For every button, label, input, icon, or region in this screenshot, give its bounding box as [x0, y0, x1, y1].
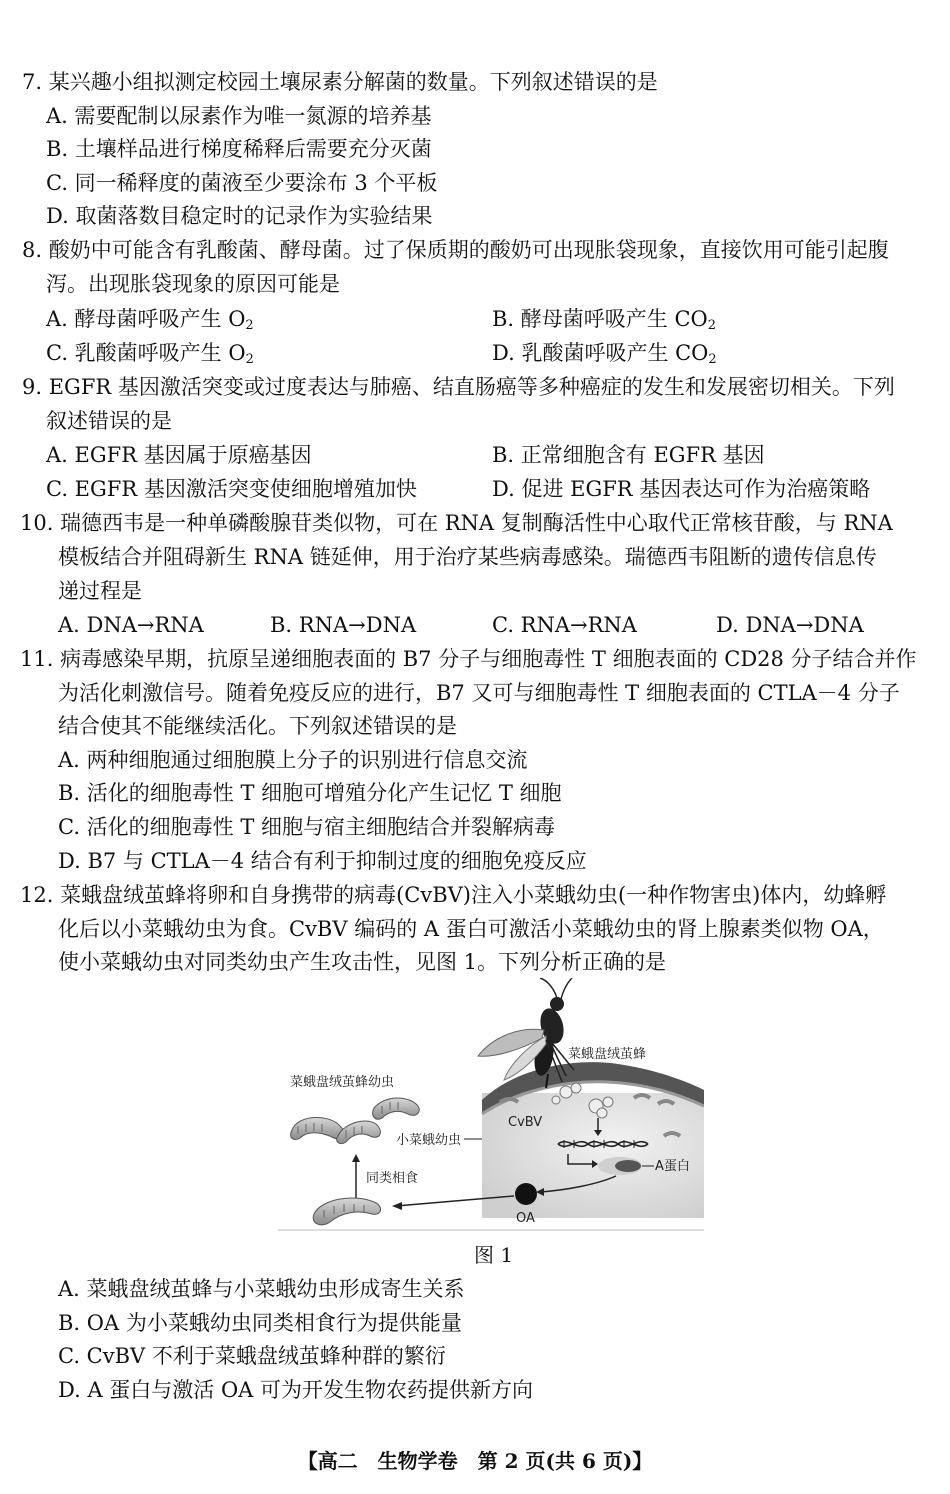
q9-option-c: C. EGFR 基因激活突变使细胞增殖加快 [46, 477, 417, 501]
q7-option-b: B. 土壤样品进行梯度稀释后需要充分灭菌 [46, 137, 432, 161]
oa-label: OA [516, 1211, 535, 1226]
q10-stem-line1: 10. 瑞德西韦是一种单磷酸腺苷类似物，可在 RNA 复制酶活性中心取代正常核苷酸，与 RNA [20, 511, 893, 535]
q12-stem-line2: 化后以小菜蛾幼虫为食。CvBV 编码的 A 蛋白可激活小菜蛾幼虫的肾上腺素类似物 OA， [58, 917, 884, 941]
q8-option-a: A. 酵母菌呼吸产生 $O_2$ [46, 307, 254, 333]
q11-option-a: A. 两种细胞通过细胞膜上分子的识别进行信息交流 [58, 748, 528, 772]
q10-stem-line3: 递过程是 [58, 579, 142, 603]
cvbv-label: CvBV [508, 1115, 543, 1130]
caterpillar-label: 小菜蛾幼虫 [396, 1133, 462, 1148]
q12-option-d: D. A 蛋白与激活 OA 可为开发生物农药提供新方向 [58, 1378, 534, 1402]
q10-option-b: B. RNA→DNA [270, 613, 417, 637]
q10-option-d: D. DNA→DNA [716, 613, 864, 637]
q11-stem-line2: 为活化刺激信号。随着免疫反应的进行，B7 又可与细胞毒性 T 细胞表面的 CTLA－4 分子 [58, 681, 900, 705]
q8-option-b: B. 酵母菌呼吸产生 $CO_2$ [492, 307, 717, 333]
q12-stem-line1: 12. 菜蛾盘绒茧蜂将卵和自身携带的病毒(CvBV)注入小菜蛾幼虫(一种作物害虫)体内，幼蜂孵 [20, 883, 887, 907]
protein-label: A蛋白 [655, 1159, 690, 1174]
q12-option-c: C. CvBV 不利于菜蛾盘绒茧蜂种群的繁衍 [58, 1344, 446, 1368]
q12-stem-line3: 使小菜蛾幼虫对同类幼虫产生攻击性，见图 1。下列分析正确的是 [58, 950, 667, 974]
q9-stem-line2: 叙述错误的是 [46, 409, 172, 433]
q11-option-c: C. 活化的细胞毒性 T 细胞与宿主细胞结合并裂解病毒 [58, 815, 556, 839]
q8-option-c: C. 乳酸菌呼吸产生 $O_2$ [46, 341, 254, 367]
page-footer: 【高二 生物学卷 第 2 页(共 6 页)】 [297, 1449, 653, 1473]
larva-bottom [313, 1198, 380, 1225]
q7-option-d: D. 取菌落数目稳定时的记录作为实验结果 [46, 204, 433, 228]
q9-option-b: B. 正常细胞含有 EGFR 基因 [492, 443, 765, 467]
q12-option-b: B. OA 为小菜蛾幼虫同类相食行为提供能量 [58, 1311, 462, 1335]
q7-stem: 7. 某兴趣小组拟测定校园土壤尿素分解菌的数量。下列叙述错误的是 [22, 70, 658, 94]
a-protein-icon [615, 1160, 641, 1172]
q9-stem-line1: 9. EGFR 基因激活突变或过度表达与肺癌、结直肠癌等多种癌症的发生和发展密切相关。下列 [22, 375, 895, 399]
q11-stem-line3: 结合使其不能继续活化。下列叙述错误的是 [58, 714, 457, 738]
q9-option-d: D. 促进 EGFR 基因表达可作为治癌策略 [492, 477, 871, 501]
q11-option-b: B. 活化的细胞毒性 T 细胞可增殖分化产生记忆 T 细胞 [58, 781, 562, 805]
wasp-label: 菜蛾盘绒茧蜂 [568, 1047, 647, 1062]
figure-caption: 图 1 [474, 1243, 514, 1267]
q11-stem-line1: 11. 病毒感染早期，抗原呈递细胞表面的 B7 分子与细胞毒性 T 细胞表面的 CD28 分子结合并作 [20, 647, 917, 671]
q7-option-c: C. 同一稀释度的菌液至少要涂布 3 个平板 [46, 171, 438, 195]
q10-option-c: C. RNA→RNA [492, 613, 637, 637]
q8-stem-line1: 8. 酸奶中可能含有乳酸菌、酵母菌。过了保质期的酸奶可出现胀袋现象，直接饮用可能引起腹 [22, 238, 889, 262]
oa-molecule-icon [515, 1183, 537, 1205]
q7-option-a: A. 需要配制以尿素作为唯一氮源的培养基 [46, 104, 432, 128]
q8-option-d: D. 乳酸菌呼吸产生 $CO_2$ [492, 341, 717, 367]
q12-option-a: A. 菜蛾盘绒茧蜂与小菜蛾幼虫形成寄生关系 [58, 1277, 465, 1301]
q11-option-d: D. B7 与 CTLA－4 结合有利于抑制过度的细胞免疫反应 [58, 849, 587, 873]
wasp-larva-label: 菜蛾盘绒茧蜂幼虫 [290, 1075, 395, 1090]
q8-stem-line2: 泻。出现胀袋现象的原因可能是 [46, 272, 340, 296]
q10-stem-line2: 模板结合并阻碍新生 RNA 链延伸，用于治疗某些病毒感染。瑞德西韦阻断的遗传信息传 [58, 545, 877, 569]
q10-option-a: A. DNA→RNA [58, 613, 204, 637]
cannibalism-label: 同类相食 [366, 1171, 419, 1186]
figure-1-diagram [278, 978, 704, 1232]
q9-option-a: A. EGFR 基因属于原癌基因 [46, 443, 312, 467]
